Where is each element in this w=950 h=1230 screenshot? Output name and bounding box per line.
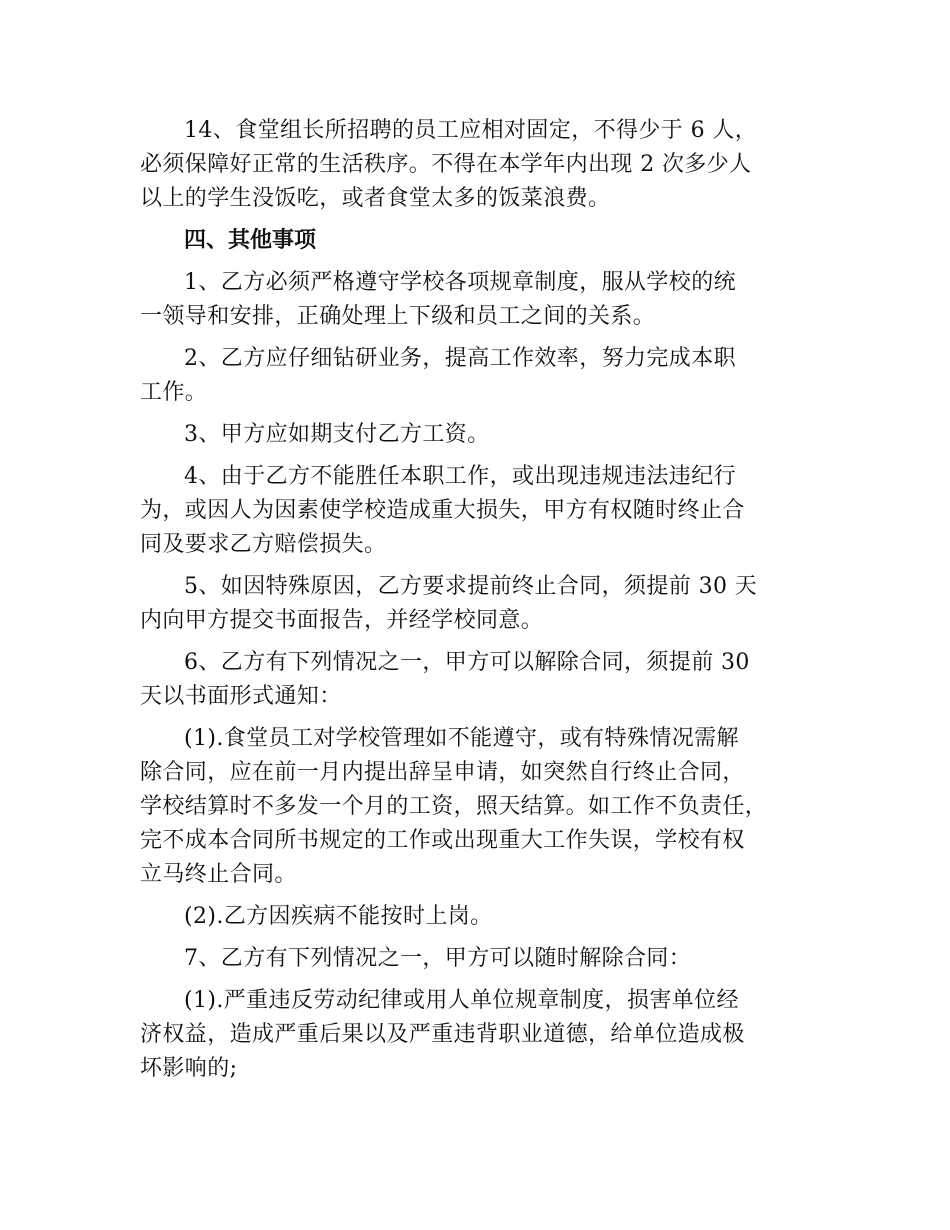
paragraph-14: [140, 114, 830, 216]
text-line: 坏影响的;: [140, 1056, 238, 1081]
item-4: [140, 460, 830, 562]
item-7: [140, 942, 830, 976]
section-heading: 四、其他事项: [184, 228, 317, 253]
item-5: [140, 570, 830, 638]
text-line: 天以书面形式通知：: [140, 684, 342, 709]
text-line: 14、食堂组长所招聘的员工应相对固定，不得少于 6 人，: [184, 118, 758, 143]
item-6-sub-2: [140, 900, 830, 934]
item-7-sub-1: [140, 984, 830, 1086]
text-line: 内向甲方提交书面报告，并经学校同意。: [140, 608, 544, 633]
item-6: [140, 646, 830, 714]
text-line: 2、乙方应仔细钻研业务，提高工作效率，努力完成本职: [184, 346, 736, 371]
text-line: 5、如因特殊原因，乙方要求提前终止合同，须提前 30 天: [184, 574, 758, 599]
text-line: 6、乙方有下列情况之一，甲方可以解除合同，须提前 30: [184, 650, 750, 675]
item-6-sub-1: [140, 722, 830, 892]
text-line: 立马终止合同。: [140, 862, 297, 887]
text-line: 7、乙方有下列情况之一，甲方可以随时解除合同：: [184, 946, 692, 971]
text-line: 1、乙方必须严格遵守学校各项规章制度，服从学校的统: [184, 270, 736, 295]
text-line: 3、甲方应如期支付乙方工资。: [184, 422, 490, 447]
text-line: (1).严重违反劳动纪律或用人单位规章制度，损害单位经: [184, 988, 739, 1013]
text-line: 完不成本合同所书规定的工作或出现重大工作失误，学校有权: [140, 828, 745, 853]
item-3: [140, 418, 830, 452]
text-line: 以上的学生没饭吃，或者食堂太多的饭菜浪费。: [140, 186, 611, 211]
item-2: [140, 342, 830, 410]
text-line: 一领导和安排，正确处理上下级和员工之间的关系。: [140, 304, 656, 329]
item-1: [140, 266, 830, 334]
text-line: 工作。: [140, 380, 208, 405]
text-line: 学校结算时不多发一个月的工资，照天结算。如工作不负责任，: [140, 794, 768, 819]
document-body: [140, 114, 830, 1086]
text-line: (2).乙方因疾病不能按时上岗。: [184, 904, 493, 929]
text-line: (1).食堂员工对学校管理如不能遵守，或有特殊情况需解: [184, 726, 739, 751]
text-line: 除合同，应在前一月内提出辞呈申请，如突然自行终止合同，: [140, 760, 745, 785]
text-line: 为，或因人为因素使学校造成重大损失，甲方有权随时终止合: [140, 498, 745, 523]
text-line: 必须保障好正常的生活秩序。不得在本学年内出现 2 次多少人: [140, 152, 752, 177]
text-line: 同及要求乙方赔偿损失。: [140, 532, 387, 557]
text-line: 济权益，造成严重后果以及严重违背职业道德，给单位造成极: [140, 1022, 745, 1047]
text-line: 4、由于乙方不能胜任本职工作，或出现违规违法违纪行: [184, 464, 736, 489]
